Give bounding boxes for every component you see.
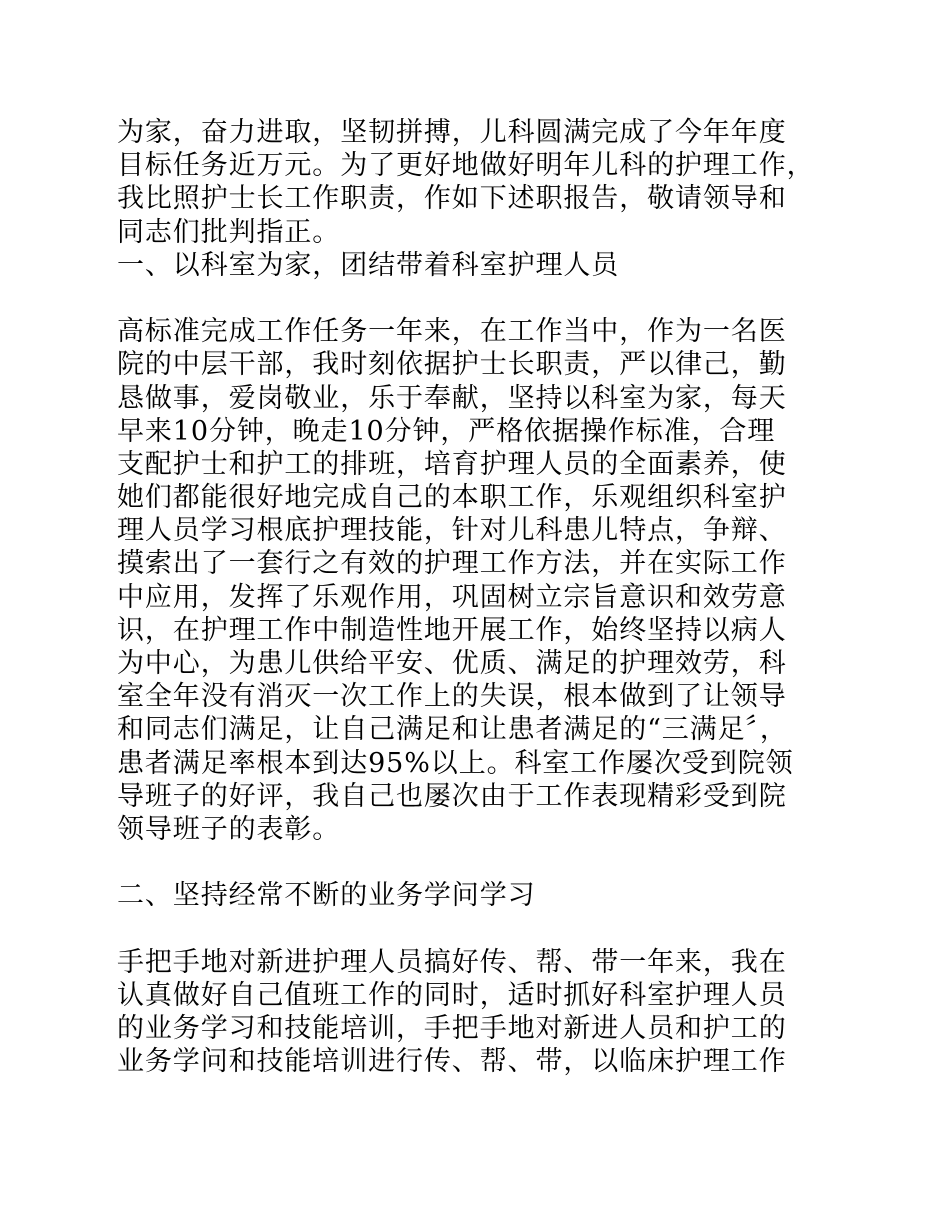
- text-line: 她们都能很好地完成自己的本职工作，乐观组织科室护: [117, 482, 787, 514]
- paragraph-gap: [117, 282, 829, 315]
- document-body: [117, 116, 829, 1078]
- text-line: 业务学问和技能培训进行传、帮、带，以临床护理工作: [117, 1046, 787, 1078]
- text-line: 领导班子的表彰。: [117, 813, 341, 845]
- text-line: 为家，奋力进取，坚韧拼搏，儿科圆满完成了今年年度: [117, 117, 787, 148]
- text-line: 患者满足率根本到达95%以上。科室工作屡次受到院领: [117, 747, 794, 779]
- text-line: 识，在护理工作中制造性地开展工作，始终坚持以病人: [117, 614, 787, 646]
- section-heading-1: 一、以科室为家，团结带着科室护理人员: [117, 249, 620, 281]
- paragraph-gap: [117, 913, 829, 946]
- text-line: 认真做好自己值班工作的同时，适时抓好科室护理人员: [117, 979, 787, 1011]
- text-line: 室全年没有消灭一次工作上的失误，根本做到了让领导: [117, 681, 787, 713]
- paragraph-gap: [117, 846, 829, 879]
- text-line: 为中心，为患儿供给平安、优质、满足的护理效劳，科: [117, 648, 787, 679]
- text-line: 的业务学习和技能培训，手把手地对新进人员和护工的: [117, 1013, 787, 1045]
- text-line: 恳做事，爱岗敬业，乐于奉献，坚持以科室为家，每天: [117, 382, 787, 414]
- text-line: 和同志们满足，让自己满足和让患者满足的“三满足〞，: [117, 714, 788, 746]
- section-heading-2: 二、坚持经常不断的业务学问学习: [117, 880, 536, 912]
- text-line: 支配护士和护工的排班，培育护理人员的全面素养，使: [117, 448, 787, 480]
- text-line: 理人员学习根底护理技能，针对儿科患儿特点，争辩、: [117, 515, 787, 547]
- text-line: 摸索出了一套行之有效的护理工作方法，并在实际工作: [117, 548, 787, 580]
- text-line: 高标准完成工作任务一年来，在工作当中，作为一名医: [117, 316, 787, 348]
- text-line: 我比照护士长工作职责，作如下述职报告，敬请领导和: [117, 183, 787, 215]
- text-line: 导班子的好评，我自己也屡次由于工作表现精彩受到院: [117, 780, 787, 812]
- text-line: 目标任务近万元。为了更好地做好明年儿科的护理工作，: [117, 150, 815, 182]
- text-line: 中应用，发挥了乐观作用，巩固树立宗旨意识和效劳意: [117, 581, 787, 613]
- text-line: 早来10分钟，晚走10分钟，严格依据操作标准，合理: [117, 415, 776, 447]
- text-line: 院的中层干部，我时刻依据护士长职责，严以律己，勤: [117, 349, 787, 381]
- text-line: 同志们批判指正。: [117, 216, 341, 248]
- text-line: 手把手地对新进护理人员搞好传、帮、带一年来，我在: [117, 946, 787, 978]
